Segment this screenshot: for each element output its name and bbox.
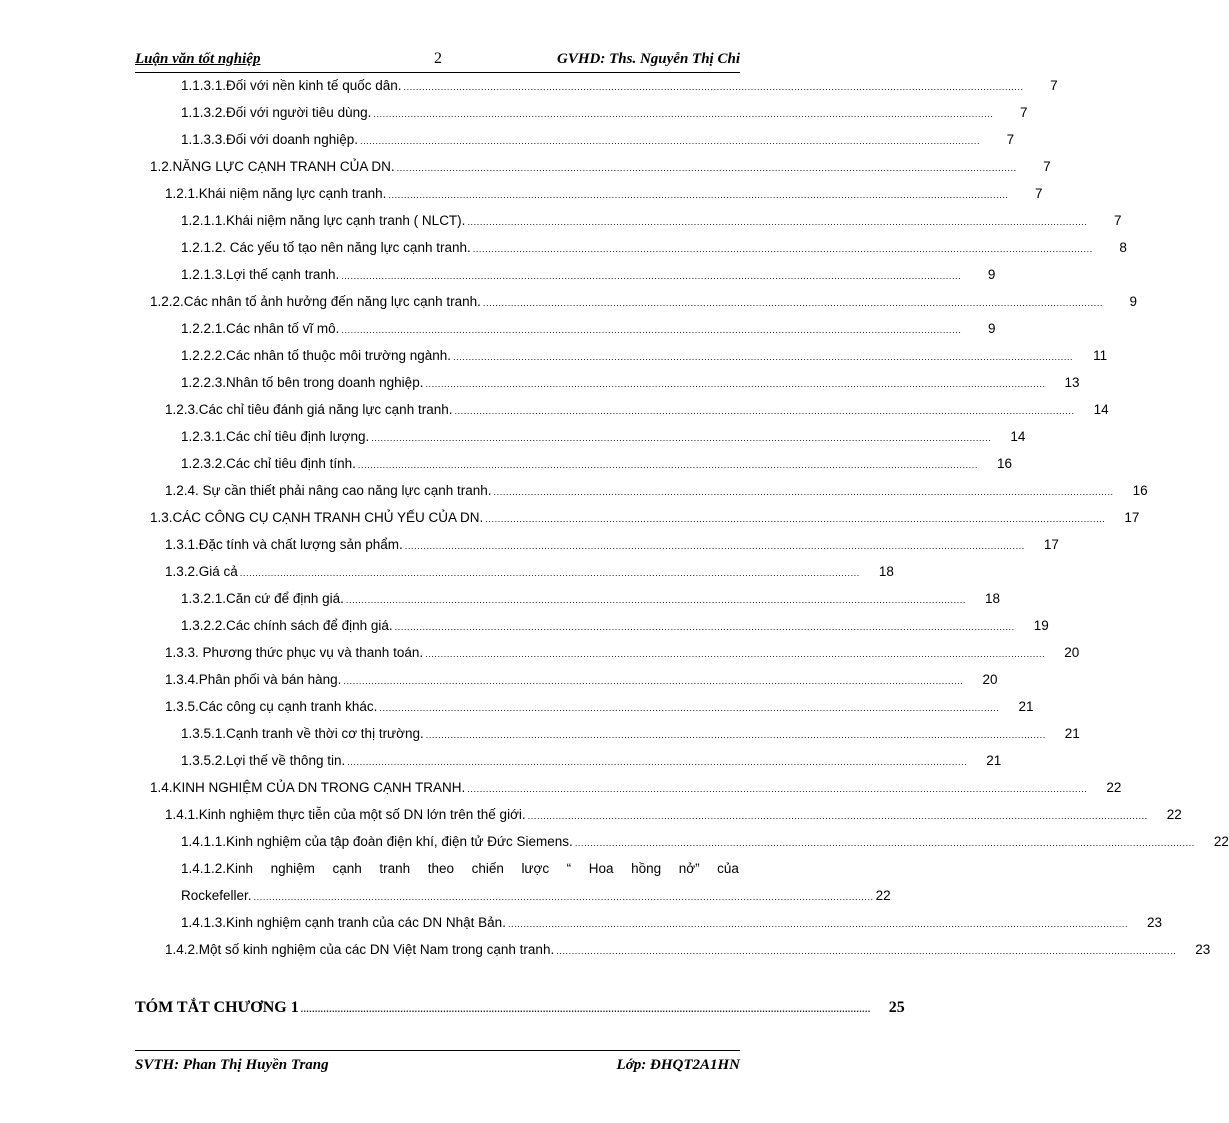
dot-leader: ........................................................................................................................................................................................................ [379,703,1000,713]
dot-leader: ........................................................................................................................................................................................................ [472,244,1093,254]
toc-entry-label: 1.4.1.1.Kinh nghiệm của tập đoàn điện khí, điện tử Đức Siemens. [181,834,573,849]
toc-entry-label: 1.2.1.Khái niệm năng lực cạnh tranh. [165,186,387,201]
toc-entry-label: 1.2.1.2. Các yếu tố tạo nên năng lực cạnh tranh. [181,240,471,255]
toc-entry[interactable] [181,315,996,342]
dot-leader: ........................................................................................................................................................................................................ [343,676,964,686]
dot-leader: ........................................................................................................................................................................................................ [467,784,1088,794]
toc-entry[interactable] [181,585,1001,612]
toc-entry-label: 1.1.3.1.Đối với nền kinh tế quốc dân. [181,78,402,93]
toc-entry[interactable] [165,477,1148,504]
toc-entry-page: 19 [1033,618,1049,633]
toc-entry-page: 21 [986,753,1002,768]
toc-entry[interactable] [181,747,1002,774]
toc-entry-page: 17 [1043,537,1059,552]
toc-entry[interactable] [181,423,1026,450]
thesis-title: Luận văn tốt nghiệp [135,51,261,67]
toc-entry[interactable] [150,153,1051,180]
toc-entry-page: 14 [1093,402,1109,417]
toc-entry-word: cạnh [332,861,362,876]
toc-entry[interactable] [181,909,1163,936]
dot-leader: ........................................................................................................................................................................................................ [482,298,1104,308]
toc-entry-page: 22 [875,888,891,903]
dot-leader: ........................................................................................................................................................................................................ [371,433,992,443]
summary-page: 25 [888,999,905,1016]
toc-entry-label: 1.3.5.2.Lợi thế về thông tin. [181,753,346,768]
supervisor: GVHD: Ths. Nguyễn Thị Chi [557,51,740,67]
dot-leader: ........................................................................................................................................................................................................ [454,406,1075,416]
toc-entry-label: 1.3.2.1.Căn cứ để định giá. [181,591,344,606]
toc-entry-label: 1.3.1.Đặc tính và chất lượng sản phẩm. [165,537,403,552]
toc-entry-page: 9 [1129,294,1138,309]
toc-entry-page: 14 [1010,429,1026,444]
dot-leader: ........................................................................................................................................................................................................ [347,757,968,767]
toc-entry-label: 1.3.4.Phân phối và bán hàng. [165,672,342,687]
toc-entry-label: 1.2.2.3.Nhân tố bên trong doanh nghiệp. [181,375,424,390]
toc-entry-page: 16 [1132,483,1148,498]
toc-entry-page: 11 [1093,348,1108,363]
toc-entry[interactable] [181,99,1028,126]
toc-entry-label: 1.3.CÁC CÔNG CỤ CẠNH TRANH CHỦ YẾU CỦA DN. [150,510,484,525]
toc-entry[interactable] [181,261,996,288]
toc-entry-word: Hoa [588,861,614,876]
dot-leader: ........................................................................................................................................................................................................ [467,217,1088,227]
toc-entry-line1 [181,855,739,882]
toc-entry-word: “ [566,861,572,876]
dot-leader: ........................................................................................................................................................................................................ [341,271,962,281]
toc-entry-page: 7 [1050,78,1058,93]
toc-entry[interactable] [181,612,1049,639]
toc-entry-page: 18 [878,564,894,579]
toc-summary-chapter-1[interactable] [135,994,905,1021]
dot-leader: ........................................................................................................................................................................................................ [388,190,1009,200]
toc-entry[interactable] [181,234,1127,261]
dot-leader: ........................................................................................................................................................................................................ [493,487,1114,497]
toc-entry-page: 7 [1114,213,1122,228]
dot-leader: ........................................................................................................................................................................................................ [373,109,994,119]
toc-entry-label: 1.4.2.Một số kinh nghiệm của các DN Việt Nam trong cạnh tranh. [165,942,555,957]
toc-entry-page: 9 [987,267,996,282]
toc-entry-word: lược [521,861,550,876]
toc-entry-label: 1.2.NĂNG LỰC CẠNH TRANH CỦA DN. [150,159,395,174]
toc-entry-label: 1.4.KINH NGHIỆM CỦA DN TRONG CẠNH TRANH. [150,780,466,795]
page-header [135,48,740,73]
toc-entry-1-4-1-2[interactable] [181,855,891,911]
dot-leader: ........................................................................................................................................................................................................ [357,460,978,470]
toc-entry-word: chiến [471,861,504,876]
toc-entry-label: 1.2.2.2.Các nhân tố thuộc môi trường ngành. [181,348,452,363]
toc-entry-label: 1.1.3.3.Đối với doanh nghiệp. [181,132,358,147]
dot-leader: ........................................................................................................................................................................................................ [556,946,1177,956]
toc-entry-page: 20 [1064,645,1080,660]
toc-entry-label: 1.2.3.Các chỉ tiêu đánh giá năng lực cạnh tranh. [165,402,453,417]
toc-entry-page: 7 [1035,186,1043,201]
toc-entry[interactable] [181,720,1080,747]
toc-entry[interactable] [181,369,1080,396]
dot-leader: ........................................................................................................................................................................................................ [507,919,1129,929]
toc-entry-word: hồng [631,861,662,876]
dot-leader: ........................................................................................................................................................................................................ [485,514,1106,524]
toc-entry-word: theo [427,861,454,876]
dot-leader: ........................................................................................................................................................................................................ [425,379,1046,389]
toc-entry[interactable] [150,288,1138,315]
toc-entry-label: 1.3.2.2.Các chính sách để định giá. [181,618,393,633]
toc-entry-line2 [181,882,891,911]
dot-leader: ........................................................................................................................................................................................................ [359,136,981,146]
toc-entry-label: 1.4.1.Kinh nghiệm thực tiễn của một số DN lớn trên thế giới. [165,807,526,822]
toc-entry[interactable] [165,180,1043,207]
toc-entry-label: 1.3.3. Phương thức phục vụ và thanh toán. [165,645,424,660]
dot-leader: ........................................................................................................................................................................................................ [345,595,967,605]
dot-leader: ........................................................................................................................................................................................................ [239,568,860,578]
student-name: SVTH: Phan Thị Huyền Trang [135,1057,329,1073]
toc-entry[interactable] [165,801,1182,828]
toc-entry[interactable] [181,126,1015,153]
toc-entry-label: Rockefeller. [181,888,252,903]
toc-entry[interactable] [165,639,1080,666]
toc-entry[interactable] [150,774,1122,801]
toc-entry[interactable] [165,693,1034,720]
toc-entry-page: 7 [1043,159,1051,174]
toc-entry[interactable] [165,666,998,693]
toc-entry-page: 16 [996,456,1012,471]
toc-entry-page: 23 [1147,915,1163,930]
dot-leader: ........................................................................................................................................................................................................ [574,838,1195,848]
dot-leader: ........................................................................................................................................................................................................ [403,82,1024,92]
toc-entry-page: 8 [1119,240,1127,255]
toc-entry-page: 21 [1064,726,1080,741]
dot-leader: ........................................................................................................................................................................................................ [453,352,1074,362]
toc-entry-page: 18 [984,591,1001,606]
dot-leader: ........................................................................................................................................................................................................ [300,1004,871,1014]
toc-entry-page: 9 [987,321,996,336]
toc-entry-page: 20 [982,672,998,687]
dot-leader: ........................................................................................................................................................................................................ [527,811,1148,821]
toc-entry-page: 17 [1124,510,1140,525]
toc-entry-word: tranh [379,861,411,876]
toc-entry-label: 1.2.1.3.Lợi thế cạnh tranh. [181,267,340,282]
toc-entry-label: 1.2.2.Các nhân tố ảnh hưởng đến năng lực cạnh tranh. [150,294,481,309]
toc-entry-label: 1.3.5.1.Cạnh tranh về thời cơ thị trường. [181,726,424,741]
toc-entry-word: nở” [678,861,700,876]
toc-entry-label: 1.2.3.2.Các chỉ tiêu định tính. [181,456,356,471]
toc-entry[interactable] [165,936,1211,963]
toc-entry-word: nghiệm [270,861,315,876]
toc-entry-label: 1.3.5.Các công cụ cạnh tranh khác. [165,699,378,714]
toc-entry-label: 1.2.4. Sự cần thiết phải nâng cao năng lực cạnh tranh. [165,483,492,498]
toc-entry[interactable] [181,450,1012,477]
dot-leader: ........................................................................................................................................................................................................ [396,163,1017,173]
toc-entry-label: 1.2.2.1.Các nhân tố vĩ mô. [181,321,340,336]
toc-entry-label: 1.4.1.3.Kinh nghiệm cạnh tranh của các DN Nhật Bản. [181,915,506,930]
summary-label: TÓM TẮT CHƯƠNG 1 [135,999,299,1016]
toc-entry-page: 21 [1018,699,1034,714]
toc-entry[interactable] [150,504,1140,531]
dot-leader: ........................................................................................................................................................................................................ [404,541,1025,551]
dot-leader: ........................................................................................................................................................................................................ [253,892,874,902]
dot-leader: ........................................................................................................................................................................................................ [425,730,1046,740]
toc-entry-page: 22 [1166,807,1182,822]
toc-entry-label: 1.2.1.1.Khái niệm năng lực cạnh tranh ( NLCT). [181,213,466,228]
toc-entry-page: 7 [1006,132,1015,147]
toc-entry-label: 1.2.3.1.Các chỉ tiêu định lượng. [181,429,370,444]
toc-entry-word: 1.4.1.2.Kinh [181,861,254,876]
dot-leader: ........................................................................................................................................................................................................ [425,649,1046,659]
page-footer [135,1050,740,1081]
toc-entry-page: 23 [1195,942,1211,957]
toc-entry-page: 22 [1106,780,1122,795]
page-number: 2 [434,50,442,67]
toc-entry[interactable] [181,828,1229,855]
toc-entry[interactable] [181,72,1058,99]
toc-entry-page: 13 [1064,375,1080,390]
toc-entry[interactable] [165,558,894,585]
toc-entry-page: 22 [1213,834,1229,849]
class-code: Lớp: ĐHQT2A1HN [616,1057,740,1073]
toc-entry-label: 1.3.2.Giá cả [165,564,238,579]
toc-entry-label: 1.1.3.2.Đối với người tiêu dùng. [181,105,372,120]
dot-leader: ........................................................................................................................................................................................................ [394,622,1015,632]
toc-entry[interactable] [165,531,1059,558]
toc-entry-word: của [717,861,739,876]
toc-entry-page: 7 [1019,105,1028,120]
dot-leader: ........................................................................................................................................................................................................ [341,325,962,335]
toc-entry[interactable] [181,342,1108,369]
toc-entry[interactable] [165,396,1109,423]
toc-entry[interactable] [181,207,1122,234]
